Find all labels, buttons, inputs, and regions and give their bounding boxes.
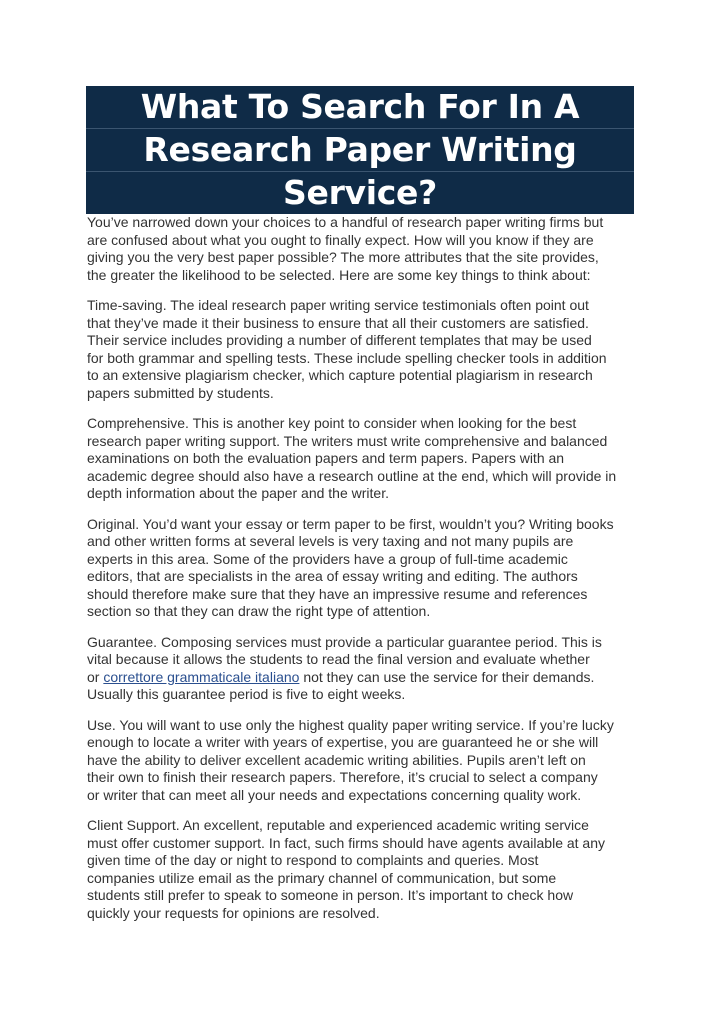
text-line: have the ability to deliver excellent academic writing abilities. Pupils aren’t left on [87,751,586,768]
text-line: Original. You’d want your essay or term paper to be first, wouldn’t you? Writing books [87,515,614,532]
text-line: must offer customer support. In fact, such firms should have agents available at any [87,834,606,851]
correttore-link[interactable]: correttore grammaticale italiano [103,668,300,685]
paragraph-use [87,717,635,805]
text-line: quickly your requests for opinions are resolved. [87,904,380,921]
text-line: to an extensive plagiarism checker, which capture potential plagiarism in research [87,367,593,383]
text-line: giving you the very best paper possible? The more attributes that the site provides, [87,249,599,265]
text-line: Guarantee. Composing services must provide a particular guarantee period. This is [87,633,602,650]
text-line: You’ve narrowed down your choices to a handful of research paper writing firms but [87,214,604,230]
text-line: are confused about what you ought to finally expect. How will you know if they are [87,231,594,248]
paragraph-comprehensive [87,415,635,503]
text-line: section so that they can draw the right type of attention. [87,603,431,619]
title-line: What To Search For In A [86,86,634,129]
text-line: Usually this guarantee period is five to eight weeks. [87,686,406,702]
paragraph-intro [87,214,635,284]
text-line: for both grammar and spelling tests. These include spelling checker tools in addition [87,349,607,366]
text-line: companies utilize email as the primary channel of communication, but some [87,869,557,886]
article-body [87,214,635,935]
text-line: that they’ve made it their business to ensure that all their customers are satisfied. [87,314,589,331]
text-line: vital because it allows the students to read the final version and evaluate whether [87,651,590,667]
text-line: research paper writing support. The writers must write comprehensive and balanced [87,432,608,449]
text-line: enough to locate a writer with years of expertise, you are guaranteed he or she will [87,734,599,750]
paragraph-original [87,516,635,621]
paragraph-time-saving [87,297,635,402]
text-line: academic degree should also have a research outline at the end, which will provide in [87,467,617,484]
title-line: Research Paper Writing [86,129,634,172]
text-line: Time-saving. The ideal research paper writing service testimonials often point out [87,297,589,313]
text-line: editors, that are specialists in the area of essay writing and editing. The authors [87,568,578,584]
link-suffix: not they can use the service for their demands. [299,668,595,685]
text-line: experts in this area. Some of the providers have a group of full-time academic [87,550,568,567]
text-line: should therefore make sure that they have an impressive resume and references [87,585,588,602]
link-prefix: or [87,668,104,685]
text-line: students still prefer to speak to someone in person. It’s important to check how [87,887,574,903]
text-line: papers submitted by students. [87,384,274,401]
text-line: given time of the day or night to respond to complaints and queries. Most [87,852,539,868]
text-line: the greater the likelihood to be selected. Here are some key things to think about: [87,266,591,283]
text-line: examinations on both the evaluation papers and term papers. Papers with an [87,450,565,466]
text-line-with-link [87,669,635,687]
text-line: Their service includes providing a number of different templates that may be used [87,332,592,348]
title-banner [86,86,634,214]
title-line: Service? [283,173,437,212]
text-line: Client Support. An excellent, reputable and experienced academic writing service [87,817,589,833]
text-line: Comprehensive. This is another key point to consider when looking for the best [87,415,577,431]
text-line: their own to finish their research papers. Therefore, it’s crucial to select a company [87,769,598,785]
text-line: or writer that can meet all your needs and expectations concerning quality work. [87,786,582,803]
text-line: Use. You will want to use only the highest quality paper writing service. If you’re lucky [87,716,614,733]
paragraph-guarantee [87,634,635,704]
text-line: and other written forms at several levels is very taxing and not many pupils are [87,533,574,549]
paragraph-client-support [87,817,635,922]
text-line: depth information about the paper and the writer. [87,485,389,501]
